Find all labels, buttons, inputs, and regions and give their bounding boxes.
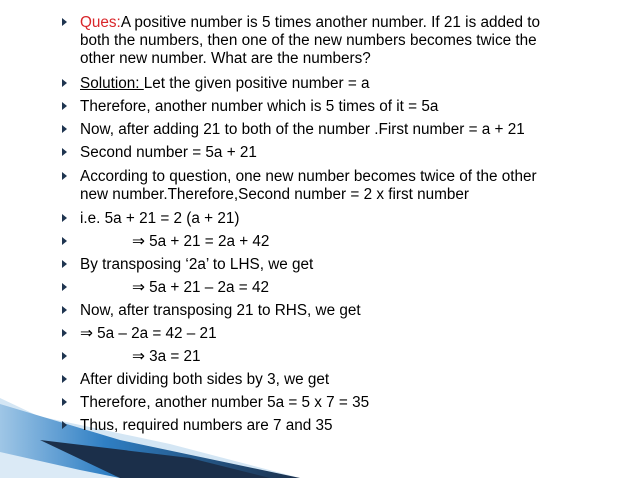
bullet-arrow-icon [62, 125, 67, 133]
bullet-arrow-icon [62, 260, 67, 268]
bullet-arrow-icon [62, 352, 67, 360]
bullet-arrow-icon [62, 283, 67, 291]
bullet-arrow-icon [62, 329, 67, 337]
bullet-arrow-icon [62, 237, 67, 245]
bullet-arrow-icon [62, 306, 67, 314]
slide: Ques:A positive number is 5 times another number. If 21 is added to both the numbers, then one of the new numbers becomes twice the other new number. What are the numbers? Solution: Let the given positive number = a Therefore, another number which is 5 times of it = 5a Now, after adding 21 to both of the number .First number = a + 21 Second number = 5a + 21 According to question, one new number becomes twice of the other new number.Therefore,Second number = 2 x first number i.e. 5a + 21 = 2 (a + 21) ⇒ 5a + 21 = 2a + 42 By transposing ‘2a’ to LHS, we get ⇒ 5a + 21 – 2a = 42 Now, after transposing 21 to RHS, we get ⇒ 5a – 2a = 42 – 21 ⇒ 3a = 21 After dividing both sides by 3, we get Therefore, another number 5a = 5 x 7 = 35 Thus, required numbers are 7 and 35 [0, 0, 638, 478]
solution-label: Solution: [80, 75, 144, 92]
question-line-1: Ques:A positive number is 5 times another number. If 21 is added to [80, 14, 541, 31]
ques-label: Ques: [80, 14, 121, 31]
bullet-arrow-icon [62, 172, 67, 180]
question-line-2: both the numbers, then one of the new numbers becomes twice the [80, 32, 537, 49]
bullet-arrow-icon [62, 421, 67, 429]
bullet-arrow-icon [62, 214, 67, 222]
question-line-3: other new number. What are the numbers? [80, 50, 371, 67]
bullet-arrow-icon [62, 102, 67, 110]
bullet-arrow-icon [62, 79, 67, 87]
bullet-arrow-icon [62, 398, 67, 406]
bullet-arrow-icon [62, 375, 67, 383]
bullet-arrow-icon [62, 18, 67, 26]
bullet-arrow-icon [62, 148, 67, 156]
